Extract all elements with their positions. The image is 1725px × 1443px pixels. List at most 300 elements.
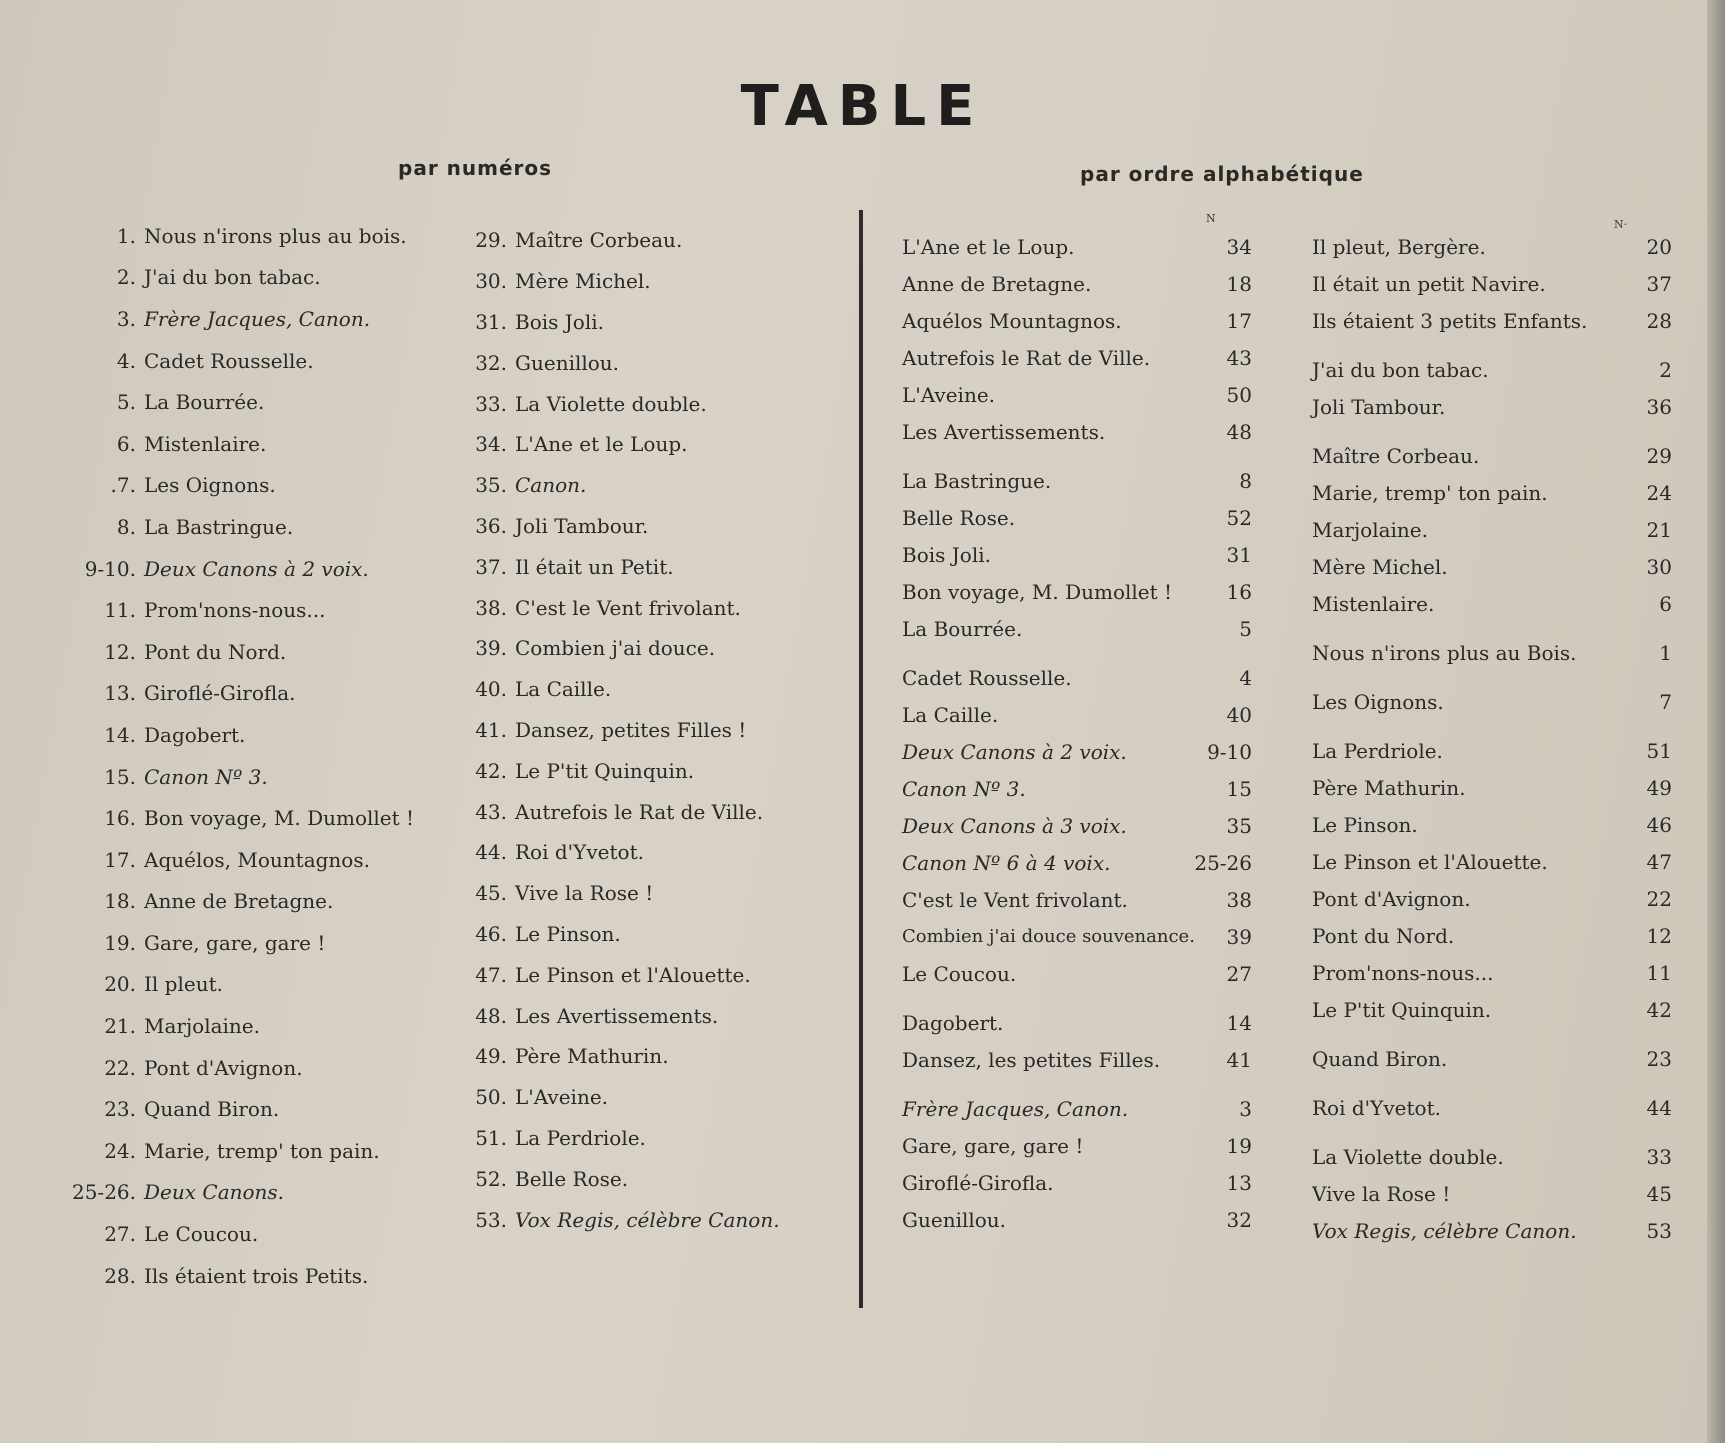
entry-number: 27 [1226, 961, 1252, 986]
entry-title: La Violette double. [515, 391, 707, 416]
by-number-heading: par numéros [398, 156, 553, 180]
entry-number: 13 [1226, 1170, 1252, 1195]
entry-title: Le P'tit Quinquin. [515, 758, 695, 783]
entry-title: Il pleut. [144, 972, 223, 997]
alphabetical-list-1 [902, 228, 1252, 1238]
entry-number: 40 [1226, 702, 1252, 727]
section-gap [902, 1078, 1252, 1090]
entry-title: Cadet Rousselle. [902, 665, 1072, 690]
table-entry [40, 881, 470, 923]
entry-number: 34 [1226, 234, 1252, 259]
table-entry [40, 1005, 470, 1047]
entry-number: 44 [1646, 1095, 1672, 1120]
entry-number: 49. [475, 1044, 507, 1069]
section-gap [1312, 339, 1672, 351]
table-entry [1312, 991, 1672, 1028]
entry-number: 41 [1226, 1047, 1252, 1072]
entry-title: Maître Corbeau. [1312, 443, 1480, 468]
table-entry [455, 1199, 855, 1240]
entry-number: 24 [1646, 480, 1672, 505]
alphabetical-list-2 [1312, 228, 1672, 1249]
entry-title: L'Ane et le Loup. [515, 432, 688, 457]
entry-number: 24. [104, 1138, 136, 1163]
entry-title: Giroflé-Girofla. [144, 681, 296, 706]
entry-title: Bois Joli. [902, 542, 991, 567]
section-gap [1312, 622, 1672, 634]
entry-title: Le Pinson. [515, 921, 621, 946]
table-entry [1312, 228, 1672, 265]
entry-title: Vox Regis, célèbre Canon. [1312, 1218, 1577, 1243]
entry-number: 51 [1646, 738, 1672, 763]
number-column-label: N· [1614, 218, 1628, 231]
page-edge [1707, 0, 1725, 1443]
entry-title: Cadet Rousselle. [144, 348, 314, 373]
entry-number: 33. [475, 391, 507, 416]
table-entry [40, 1255, 470, 1297]
entry-title: Pont du Nord. [144, 639, 287, 664]
entry-title: Dansez, petites Filles ! [515, 717, 747, 742]
table-entry [40, 1172, 470, 1214]
table-entry [455, 465, 855, 506]
table-entry [1312, 585, 1672, 622]
table-entry [455, 383, 855, 424]
entry-title: Anne de Bretagne. [144, 889, 334, 914]
table-entry [902, 413, 1252, 450]
entry-title: Vive la Rose ! [1312, 1181, 1451, 1206]
entry-number: 21 [1646, 517, 1672, 542]
table-entry [1312, 769, 1672, 806]
entry-number: 16 [1226, 579, 1252, 604]
entry-title: La Perdriole. [515, 1125, 646, 1150]
entry-title: Le P'tit Quinquin. [1312, 997, 1492, 1022]
entry-title: Belle Rose. [515, 1166, 629, 1191]
entry-number: 43 [1226, 345, 1252, 370]
entry-title: J'ai du bon tabac. [144, 265, 321, 290]
table-entry [455, 587, 855, 628]
entry-title: Gare, gare, gare ! [144, 930, 326, 955]
table-entry [40, 839, 470, 881]
entry-number: 41. [475, 717, 507, 742]
table-entry [455, 710, 855, 751]
entry-number: 31 [1226, 542, 1252, 567]
table-entry [455, 1158, 855, 1199]
entry-number: 35. [475, 473, 507, 498]
entry-title: Quand Biron. [144, 1097, 280, 1122]
table-entry [1312, 880, 1672, 917]
entry-title: Canon Nº 3. [144, 764, 268, 789]
table-entry [455, 995, 855, 1036]
entry-title: Deux Canons à 2 voix. [902, 739, 1127, 764]
entry-title: Deux Canons à 2 voix. [144, 556, 369, 581]
section-gap [902, 450, 1252, 462]
table-entry [902, 265, 1252, 302]
table-entry [902, 1164, 1252, 1201]
entry-number: 23 [1646, 1046, 1672, 1071]
entry-number: 52 [1226, 505, 1252, 530]
entry-number: 43. [475, 799, 507, 824]
entry-number: 13. [104, 681, 136, 706]
table-entry [40, 215, 470, 257]
entry-number: 21. [104, 1014, 136, 1039]
table-entry [902, 1041, 1252, 1078]
table-entry [902, 1090, 1252, 1127]
entry-title: Pont d'Avignon. [144, 1055, 303, 1080]
table-entry [902, 770, 1252, 807]
entry-title: Roi d'Yvetot. [1312, 1095, 1441, 1120]
entry-number: 20 [1646, 234, 1672, 259]
entry-number: 38 [1226, 887, 1252, 912]
entry-title: Bon voyage, M. Dumollet ! [902, 579, 1173, 604]
entry-number: 38. [475, 595, 507, 620]
table-entry [1312, 511, 1672, 548]
entry-title: Autrefois le Rat de Ville. [902, 345, 1151, 370]
table-entry [455, 546, 855, 587]
entry-title: Ils étaient 3 petits Enfants. [1312, 308, 1588, 333]
entry-title: Il pleut, Bergère. [1312, 234, 1486, 259]
entry-title: Nous n'irons plus au Bois. [1312, 640, 1577, 665]
entry-title: Combien j'ai douce. [515, 636, 716, 661]
table-entry [1312, 302, 1672, 339]
entry-title: Maître Corbeau. [515, 228, 683, 253]
entry-number: 32. [475, 350, 507, 375]
entry-number: 15 [1226, 776, 1252, 801]
entry-title: Les Oignons. [1312, 689, 1444, 714]
entry-number: 11 [1646, 960, 1672, 985]
table-entry [455, 750, 855, 791]
section-gap [1312, 1028, 1672, 1040]
entry-number: 22. [104, 1055, 136, 1080]
entry-title: Vox Regis, célèbre Canon. [515, 1207, 780, 1232]
alphabetical-heading: par ordre alphabétique [1080, 162, 1364, 186]
entry-number: 15. [104, 764, 136, 789]
entry-title: Les Avertissements. [902, 419, 1106, 444]
table-entry [902, 573, 1252, 610]
entry-title: Mère Michel. [515, 269, 651, 294]
table-entry [40, 964, 470, 1006]
entry-number: 5. [116, 390, 136, 415]
entry-title: La Violette double. [1312, 1144, 1504, 1169]
entry-title: Mistenlaire. [1312, 591, 1435, 616]
entry-title: Autrefois le Rat de Ville. [515, 799, 764, 824]
entry-number: 49 [1646, 775, 1672, 800]
entry-number: 8 [1239, 468, 1252, 493]
table-entry [40, 922, 470, 964]
entry-number: 14. [104, 722, 136, 747]
entry-title: Anne de Bretagne. [902, 271, 1092, 296]
entry-number: 32 [1226, 1207, 1252, 1232]
entry-title: Nous n'irons plus au bois. [144, 223, 407, 248]
entry-title: Quand Biron. [1312, 1046, 1448, 1071]
entry-title: Frère Jacques, Canon. [144, 306, 371, 331]
entry-number: 42 [1646, 997, 1672, 1022]
entry-number: 28. [104, 1263, 136, 1288]
table-entry [902, 536, 1252, 573]
table-entry [1312, 474, 1672, 511]
table-entry [40, 506, 470, 548]
table-entry [455, 1036, 855, 1077]
table-entry [40, 797, 470, 839]
entry-title: Dagobert. [144, 722, 246, 747]
entry-number: 35 [1226, 813, 1252, 838]
entry-number: 30. [475, 269, 507, 294]
entry-title: Dagobert. [902, 1010, 1004, 1035]
table-entry [902, 228, 1252, 265]
table-entry [1312, 388, 1672, 425]
entry-title: Marie, tremp' ton pain. [144, 1138, 380, 1163]
entry-title: Le Coucou. [144, 1222, 259, 1247]
table-entry [1312, 548, 1672, 585]
entry-number: 14 [1226, 1010, 1252, 1035]
entry-number: 17 [1226, 308, 1252, 333]
table-entry [40, 257, 470, 299]
entry-title: Les Oignons. [144, 473, 276, 498]
section-gap [902, 992, 1252, 1004]
entry-number: 46 [1646, 812, 1672, 837]
entry-number: 12 [1646, 923, 1672, 948]
table-entry [1312, 917, 1672, 954]
entry-title: Mère Michel. [1312, 554, 1448, 579]
entry-number: 23. [104, 1097, 136, 1122]
entry-number: 2. [116, 265, 136, 290]
entry-number: 28 [1646, 308, 1672, 333]
entry-title: C'est le Vent frivolant. [902, 887, 1128, 912]
entry-number: 50 [1226, 382, 1252, 407]
entry-number: 3. [116, 306, 136, 331]
table-entry [455, 1118, 855, 1159]
table-entry [902, 918, 1252, 955]
entry-number: 9-10 [1207, 739, 1252, 764]
entry-title: La Caille. [902, 702, 999, 727]
entry-number: 19 [1226, 1133, 1252, 1158]
entry-number: 50. [475, 1085, 507, 1110]
entry-number: 40. [475, 677, 507, 702]
entry-title: J'ai du bon tabac. [1312, 357, 1489, 382]
table-entry [40, 631, 470, 673]
entry-title: Père Mathurin. [515, 1044, 669, 1069]
table-entry [455, 914, 855, 955]
entry-number: 20. [104, 972, 136, 997]
entry-title: Vive la Rose ! [515, 881, 654, 906]
entry-number: 47 [1646, 849, 1672, 874]
entry-title: La Bastringue. [902, 468, 1052, 493]
entry-title: Guenillou. [902, 1207, 1007, 1232]
entry-title: Canon Nº 6 à 4 voix. [902, 850, 1111, 875]
entry-title: Canon Nº 3. [902, 776, 1026, 801]
table-entry [902, 1004, 1252, 1041]
entry-number: 9-10. [84, 556, 136, 581]
entry-title: La Bourrée. [902, 616, 1023, 641]
entry-title: Marjolaine. [144, 1014, 260, 1039]
table-entry [455, 1077, 855, 1118]
entry-number: 30 [1646, 554, 1672, 579]
table-entry [902, 1201, 1252, 1238]
entry-title: Joli Tambour. [515, 513, 649, 538]
entry-title: Joli Tambour. [1312, 394, 1446, 419]
table-entry [40, 423, 470, 465]
table-entry [455, 954, 855, 995]
table-entry [1312, 1040, 1672, 1077]
entry-title: C'est le Vent frivolant. [515, 595, 741, 620]
entry-title: Le Pinson et l'Alouette. [515, 962, 751, 987]
table-entry [902, 659, 1252, 696]
table-entry [902, 339, 1252, 376]
entry-title: Gare, gare, gare ! [902, 1133, 1084, 1158]
entry-number: 2 [1659, 357, 1672, 382]
entry-title: Giroflé-Girofla. [902, 1170, 1054, 1195]
table-entry [1312, 1089, 1672, 1126]
entry-title: Mistenlaire. [144, 431, 267, 456]
entry-title: Canon. [515, 473, 587, 498]
table-entry [902, 696, 1252, 733]
entry-title: Ils étaient trois Petits. [144, 1263, 369, 1288]
table-entry [1312, 954, 1672, 991]
entry-title: Bois Joli. [515, 309, 604, 334]
table-entry [40, 1047, 470, 1089]
entry-title: La Caille. [515, 677, 612, 702]
entry-title: La Bourrée. [144, 390, 265, 415]
entry-title: Aquélos, Mountagnos. [144, 847, 370, 872]
number-column-label: N [1206, 212, 1216, 225]
entry-title: Deux Canons. [144, 1180, 285, 1205]
entry-number: 36 [1646, 394, 1672, 419]
table-entry [902, 499, 1252, 536]
entry-title: Combien j'ai douce souvenance. [902, 926, 1195, 947]
entry-title: Bon voyage, M. Dumollet ! [144, 806, 415, 831]
entry-title: Le Pinson. [1312, 812, 1418, 837]
entry-number: 53. [475, 1207, 507, 1232]
entry-title: La Perdriole. [1312, 738, 1443, 763]
table-entry [455, 506, 855, 547]
entry-number: 51. [475, 1125, 507, 1150]
entry-number: 45. [475, 881, 507, 906]
entry-title: Frère Jacques, Canon. [902, 1096, 1129, 1121]
entry-number: 48 [1226, 419, 1252, 444]
entry-number: 52. [475, 1166, 507, 1191]
entry-title: Roi d'Yvetot. [515, 840, 644, 865]
entry-number: 1 [1659, 640, 1672, 665]
entry-number: 45 [1646, 1181, 1672, 1206]
entry-title: Prom'nons-nous... [1312, 960, 1494, 985]
table-entry [40, 1088, 470, 1130]
table-entry [455, 873, 855, 914]
entry-number: 16. [104, 806, 136, 831]
entry-title: Belle Rose. [902, 505, 1016, 530]
table-entry [455, 424, 855, 465]
entry-title: Marjolaine. [1312, 517, 1428, 542]
entry-title: Aquélos Mountagnos. [902, 308, 1122, 333]
section-gap [1312, 1077, 1672, 1089]
entry-number: 1. [116, 223, 136, 248]
table-entry [40, 465, 470, 507]
entry-number: 39 [1226, 924, 1252, 949]
section-gap [1312, 1126, 1672, 1138]
table-entry [902, 1127, 1252, 1164]
table-entry [455, 669, 855, 710]
entry-number: 6. [116, 431, 136, 456]
column-divider [859, 210, 863, 1308]
entry-number: 25-26 [1194, 850, 1252, 875]
entry-title: Il était un petit Navire. [1312, 271, 1546, 296]
table-entry [1312, 843, 1672, 880]
table-entry [455, 261, 855, 302]
table-entry [40, 1130, 470, 1172]
entry-title: Guenillou. [515, 350, 620, 375]
entry-title: Prom'nons-nous... [144, 598, 326, 623]
entry-number: 17. [104, 847, 136, 872]
entry-title: Les Avertissements. [515, 1003, 719, 1028]
table-entry [902, 844, 1252, 881]
entry-title: Pont du Nord. [1312, 923, 1455, 948]
table-entry [1312, 634, 1672, 671]
entry-title: L'Ane et le Loup. [902, 234, 1075, 259]
entry-title: Le Pinson et l'Alouette. [1312, 849, 1548, 874]
entry-number: 37. [475, 554, 507, 579]
table-entry [1312, 1175, 1672, 1212]
entry-number: 18 [1226, 271, 1252, 296]
entry-number: 37 [1646, 271, 1672, 296]
entry-number: 8. [116, 514, 136, 539]
entry-title: Père Mathurin. [1312, 775, 1466, 800]
entry-title: Il était un Petit. [515, 554, 674, 579]
section-gap [902, 647, 1252, 659]
entry-number: 5 [1239, 616, 1252, 641]
entry-title: L'Aveine. [902, 382, 996, 407]
table-entry [902, 462, 1252, 499]
table-entry [1312, 806, 1672, 843]
section-gap [1312, 671, 1672, 683]
entry-number: 46. [475, 921, 507, 946]
entry-title: L'Aveine. [515, 1085, 609, 1110]
table-entry [40, 298, 470, 340]
entry-number: 33 [1646, 1144, 1672, 1169]
entry-title: La Bastringue. [144, 514, 294, 539]
table-entry [40, 756, 470, 798]
entry-number: 34. [475, 432, 507, 457]
table-entry [455, 628, 855, 669]
table-entry [455, 302, 855, 343]
table-entry [40, 340, 470, 382]
table-entry [902, 376, 1252, 413]
entry-number: 27. [104, 1222, 136, 1247]
table-entry [40, 548, 470, 590]
entry-number: 22 [1646, 886, 1672, 911]
entry-number: 19. [104, 930, 136, 955]
entry-number: 39. [475, 636, 507, 661]
table-entry [902, 610, 1252, 647]
entry-number: 48. [475, 1003, 507, 1028]
entry-number: 7 [1659, 689, 1672, 714]
entry-title: Le Coucou. [902, 961, 1017, 986]
entry-number: 18. [104, 889, 136, 914]
table-entry [902, 881, 1252, 918]
table-entry [455, 342, 855, 383]
table-entry [455, 832, 855, 873]
entry-title: Deux Canons à 3 voix. [902, 813, 1127, 838]
table-entry [1312, 1212, 1672, 1249]
entry-number: 31. [475, 309, 507, 334]
table-entry [40, 1213, 470, 1255]
table-entry [902, 807, 1252, 844]
entry-number: .7. [110, 473, 136, 498]
entry-number: 11. [104, 598, 136, 623]
entry-number: 4. [116, 348, 136, 373]
entry-number: 29 [1646, 443, 1672, 468]
entry-number: 6 [1659, 591, 1672, 616]
entry-number: 4 [1239, 665, 1252, 690]
table-entry [40, 673, 470, 715]
table-entry [1312, 1138, 1672, 1175]
entry-number: 3 [1239, 1096, 1252, 1121]
